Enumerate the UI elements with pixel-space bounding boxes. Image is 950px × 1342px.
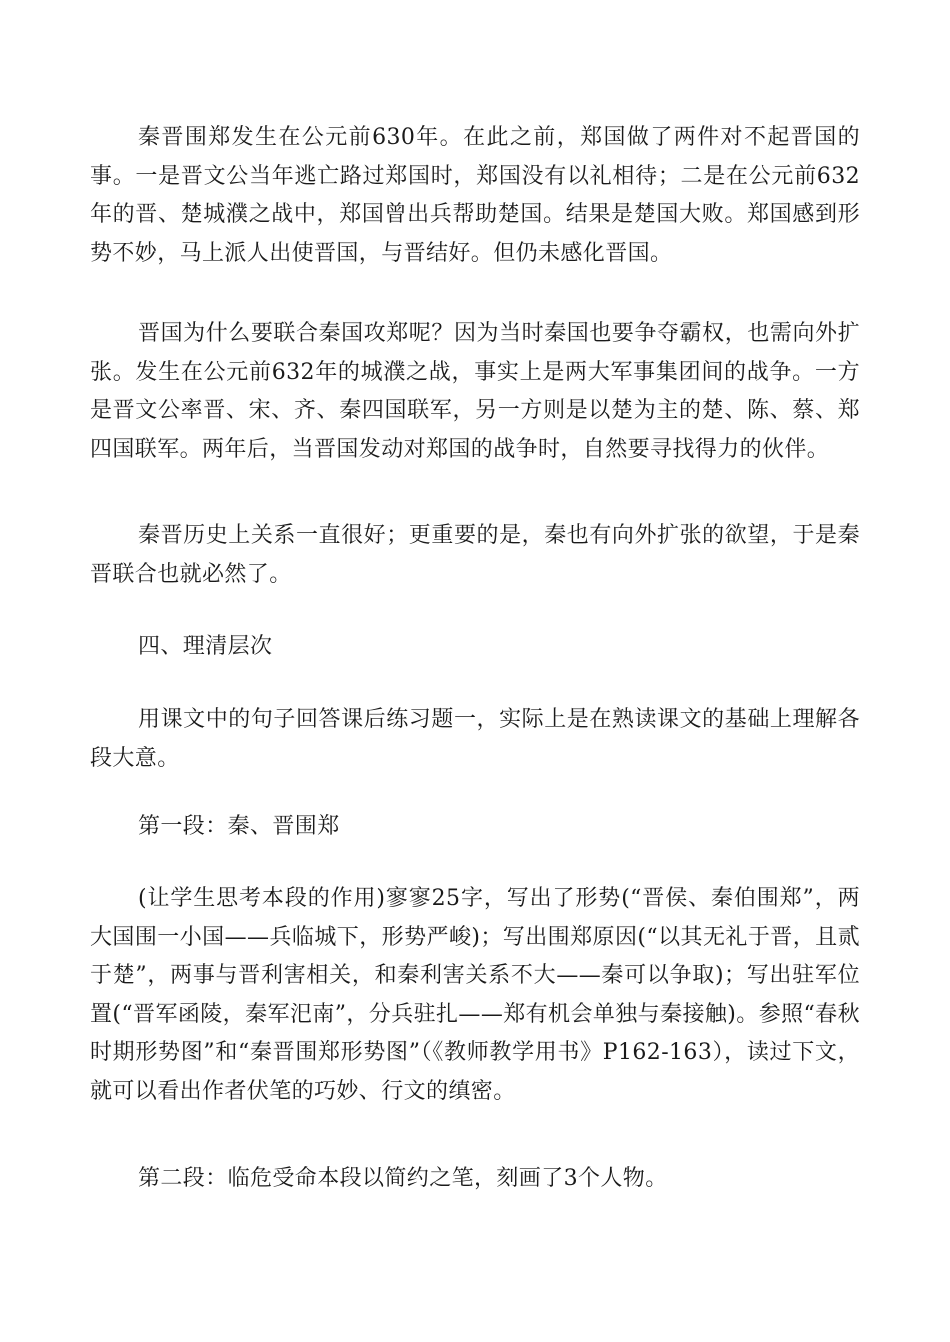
paragraph-alliance-reason: 晋国为什么要联合秦国攻郑呢？因为当时秦国也要争夺霸权，也需向外扩张。发生在公元前632年的城濮之战，事实上是两大军事集团间的战争。一方是晋文公率晋、宋、齐、秦四国联军，另一方则是以楚为主的楚、陈、蔡、郑四国联军。两年后，当晋国发动对郑国的战争时，自然要寻找得力的伙伴。 bbox=[90, 321, 860, 462]
paragraph-section-two-title: 第二段：临危受命本段以简约之笔，刻画了3个人物。 bbox=[138, 1166, 668, 1191]
paragraph-qin-jin-relation: 秦晋历史上关系一直很好；更重要的是，秦也有向外扩张的欲望，于是秦晋联合也就必然了。 bbox=[90, 523, 860, 587]
paragraph-exercise: 用课文中的句子回答课后练习题一，实际上是在熟读课文的基础上理解各段大意。 bbox=[90, 707, 860, 771]
paragraph-background: 秦晋围郑发生在公元前630年。在此之前，郑国做了两件对不起晋国的事。一是晋文公当年逃亡路过郑国时，郑国没有以礼相待；二是在公元前632年的晋、楚城濮之战中，郑国曾出兵帮助楚国。结果是楚国大败。郑国感到形势不妙，马上派人出使晋国，与晋结好。但仍未感化晋国。 bbox=[90, 125, 860, 266]
paragraph-section-one-analysis: (让学生思考本段的作用)寥寥25字，写出了形势(“晋侯、秦伯围郑”，两大国围一小国——兵临城下，形势严峻)；写出围郑原因(“以其无礼于晋，且贰于楚”，两事与晋利害相关，和秦利害关系不大——秦可以争取)；写出驻军位置(“晋军函陵，秦军汜南”，分兵驻扎——郑有机会单独与秦接触)。参照“春秋时期形势图”和“秦晋围郑形势图”（《教师教学用书》P162-163），读过下文，就可以看出作者伏笔的巧妙、行文的缜密。 bbox=[90, 886, 860, 1104]
paragraph-section-one-title: 第一段：秦、晋围郑 bbox=[138, 814, 340, 839]
section-heading: 四、理清层次 bbox=[138, 634, 273, 659]
